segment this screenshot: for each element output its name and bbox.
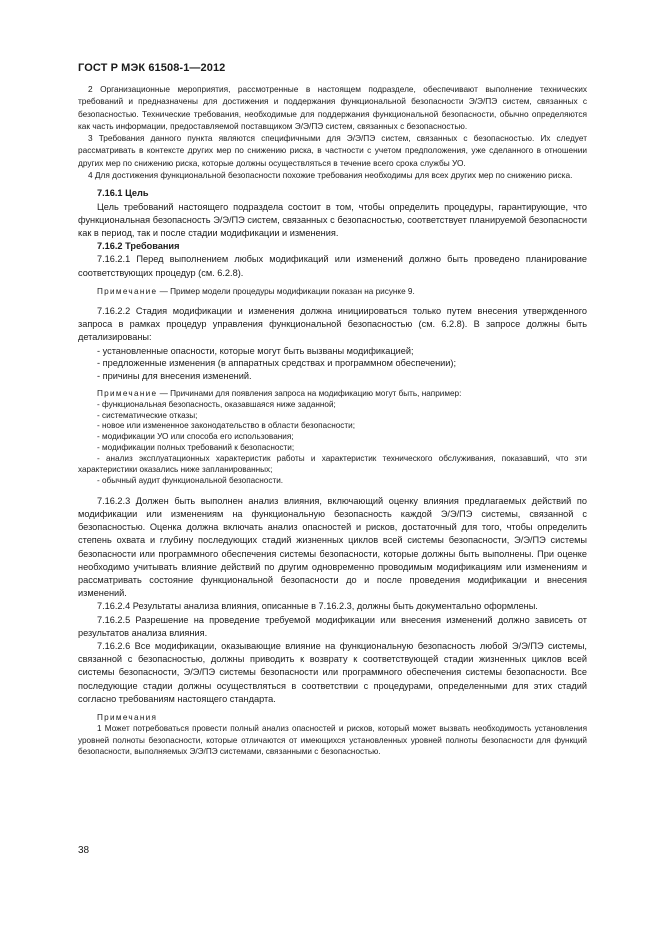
note-text: — Пример модели процедуры модификации показан на рисунке 9. xyxy=(157,286,415,296)
paragraph-7-16-2-4: 7.16.2.4 Результаты анализа влияния, описанные в 7.16.2.3, должны быть документально оформлены. xyxy=(97,601,538,612)
paragraph-7-16-2-1: 7.16.2.1 Перед выполнением любых модификаций или изменений должно быть проведено планирование соответствующих процедур (см. 6.2.8). xyxy=(78,254,587,278)
paragraph-7-16-2-3: 7.16.2.3 Должен быть выполнен анализ влияния, включающий оценку влияния предлагаемых действий по модификации или изменениям на функциональную безопасность каждой Э/Э/ПЭ системы, связанной с безопасностью. Оценка должна включать анализ опасностей и рисков, достаточный для того, чтобы определить степень охвата и глубину последующих стадий жизненных циклов всей системы безопасности, Э/Э/ПЭ системы безопасности или программного обеспечения системы безопасности, которые должны быть выполнены. При оценке необходимо учитывать влияние действий по другим одновременно проводимым модификациям или изменениям и рассматривать состояние функциональной безопасности до и после проведения модификации и внесения изменений. xyxy=(78,495,587,599)
note-label: Примечание xyxy=(97,286,158,296)
note-label: Примечание xyxy=(97,389,158,399)
note-list-item: - модификации полных требований к безопасности; xyxy=(97,443,295,453)
page-content xyxy=(78,83,587,757)
note-1 xyxy=(78,286,587,297)
section-heading-7-16-2: 7.16.2 Требования xyxy=(97,241,180,252)
goal-paragraph: Цель требований настоящего подраздела состоит в том, чтобы определить процедуры, гарантирующие, что функциональная безопасность Э/Э/ПЭ систем, связанных с безопасностью, соответствует планируемой безопасности как в период, так и после стадии модификации и изменения. xyxy=(78,201,587,238)
intro-note-2: 2 Организационные мероприятия, рассмотренные в настоящем подразделе, обеспечивают выполнение технических требований и предназначены для достижения и поддержания функциональной безопасности Э/Э/ПЭ систем, связанных с безопасностью. Технические требования, необходимые для поддержания функциональной безопасности, обычно определяются как часть информации, предоставляемой поставщиком Э/Э/ПЭ систем, связанных с безопасностью. xyxy=(78,84,587,131)
section-heading-7-16-1: 7.16.1 Цель xyxy=(97,188,149,199)
list-item: - предложенные изменения (в аппаратных средствах и программном обеспечении); xyxy=(97,358,457,369)
note-list-item: - новое или измененное законодательство в области безопасности; xyxy=(97,421,355,431)
intro-note-4: 4 Для достижения функциональной безопасности похожие требования необходимы для всех других мер по снижению риска. xyxy=(88,170,573,181)
note-list-item: - обычный аудит функциональной безопасности. xyxy=(97,475,284,485)
page-number: 38 xyxy=(78,845,90,856)
note-text: — Причинами для появления запроса на модификацию могут быть, например: xyxy=(157,389,462,399)
note-list-item: - функциональная безопасность, оказавшаяся ниже заданной; xyxy=(97,399,336,409)
note-list-item: - систематические отказы; xyxy=(97,410,198,420)
paragraph-7-16-2-6: 7.16.2.6 Все модификации, оказывающие влияние на функциональную безопасность любой Э/Э/ПЭ системы, связанной с безопасностью, должны приводить к возврату к соответствующей стадии жизненных циклов всей системы безопасности, Э/Э/ПЭ системы безопасности или программного обеспечения системы безопасности. Все последующие стадии должны осуществляться в соответствии с процедурами, определенными для этих стадий согласно требованиям настоящего стандарта. xyxy=(78,641,587,704)
notes-label: Примечания xyxy=(97,713,158,723)
list-item: - установленные опасности, которые могут быть вызваны модификацией; xyxy=(97,345,414,356)
list-item: - причины для внесения изменений. xyxy=(97,370,252,381)
note-list-item: - модификации УО или способа его использования; xyxy=(97,432,294,442)
note-2 xyxy=(78,388,587,399)
paragraph-7-16-2-2: 7.16.2.2 Стадия модификации и изменения должна инициироваться только путем внесения утвержденного запроса в рамках процедур управления функциональной безопасностью (см. 6.2.8). В запросе должны быть детализированы: xyxy=(78,306,587,343)
intro-note-3: 3 Требования данного пункта являются специфичными для Э/Э/ПЭ систем, связанных с безопасностью. Их следует рассматривать в контексте других мер по снижению риска, в частности с учетом предположения, уже сделанного в отношении других мер по снижению риска, которые должны осуществляться в течение всего срока службы УО. xyxy=(78,133,587,168)
paragraph-7-16-2-5: 7.16.2.5 Разрешение на проведение требуемой модификации или внесения изменений должно зависеть от результатов анализа влияния. xyxy=(78,614,587,638)
notes-item-1: 1 Может потребоваться провести полный анализ опасностей и рисков, который может вызвать необходимость установления уровней полноты безопасности, которые отличаются от имеющихся установленных уровней полноты безопасности для функций безопасности, выполняемых Э/Э/ПЭ системами, связанными с безопасностью. xyxy=(78,724,587,756)
note-list-item: - анализ эксплуатационных характеристик работы и характеристик технического обслуживания, показавший, что эти характеристики оказались ниже запланированных; xyxy=(78,454,587,475)
standard-header: ГОСТ Р МЭК 61508-1—2012 xyxy=(78,62,226,74)
